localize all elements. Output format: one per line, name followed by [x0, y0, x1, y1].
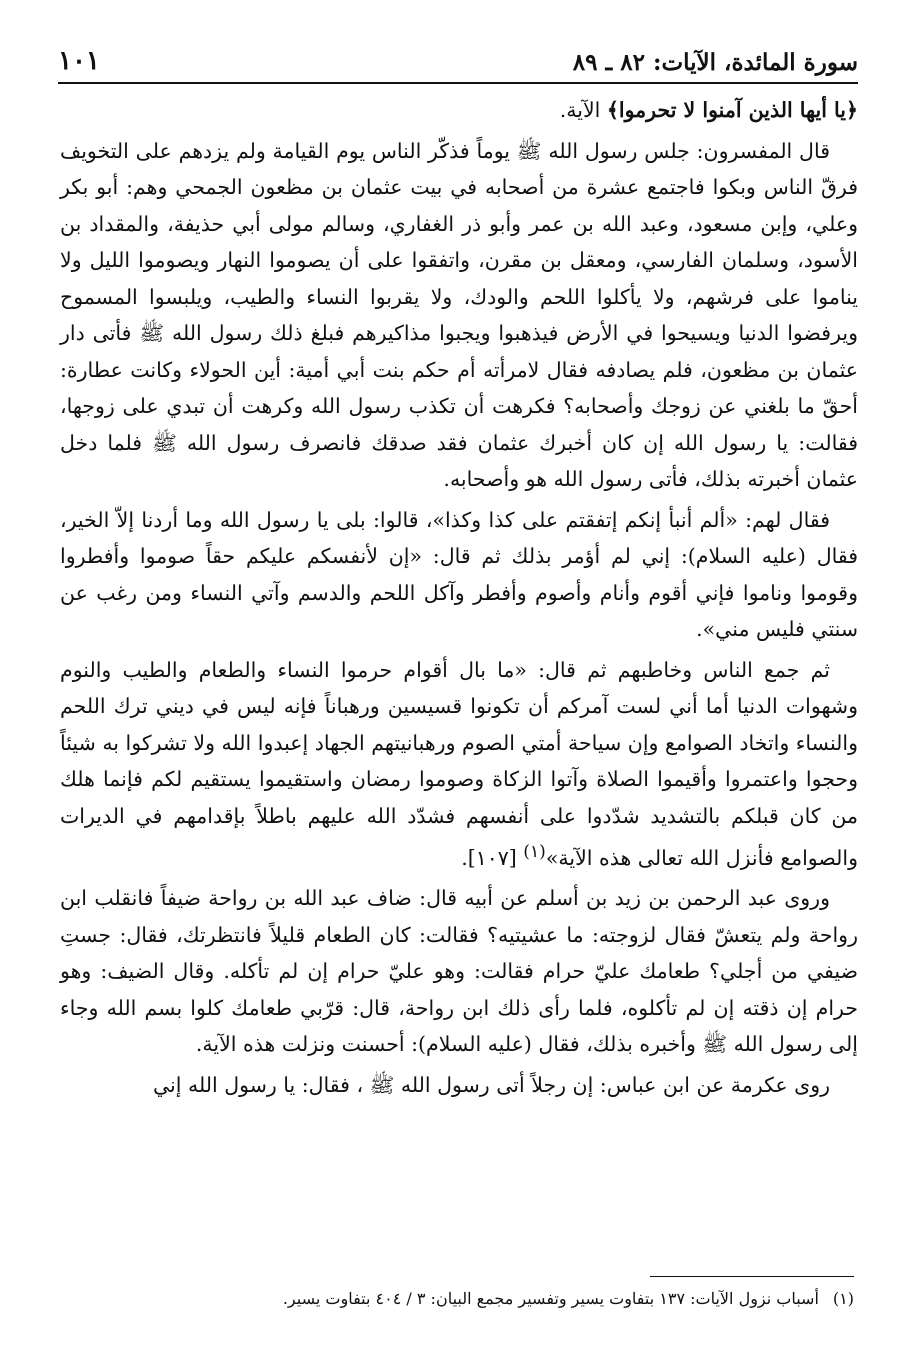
- page-number: ١٠١: [58, 46, 100, 76]
- paragraph-verse-heading: [60, 92, 858, 129]
- paragraph-exegetes: [60, 133, 858, 498]
- footnote-reference[interactable]: (١): [523, 842, 546, 862]
- page-body: [60, 92, 858, 1107]
- footnote-marker: (١): [832, 1289, 854, 1308]
- paragraph-ibn-rawaha: [60, 880, 858, 1063]
- paragraph-ikrima: [60, 1067, 858, 1104]
- paragraph-text: ثم جمع الناس وخاطبهم ثم قال: «ما بال أقوام حرموا النساء والطعام والطيب والنوم وشهوات الدنيا أما أني لست آمركم أن تكونوا قسيسين ورهباناً فإنه ليس في ديني ترك اللحم والنساء واتخاد الصوامع وإن سياحة أمتي الصوم ورهبانيتهم الجهاد إعبدوا الله ولا تشركوا به شيئاً وحجوا واعتمروا وأقيموا الصلاة وآتوا الزكاة وصوموا رمضان واستقيموا يستقيم لكم فإنما هلك من كان قبلكم بالتشديد شدّدوا على أنفسهم فشدّد الله عليهم باطلاً بإقدامهم في الديرات والصوامع فأنزل الله تعالى هذه الآية»: [60, 657, 858, 870]
- header-title: سورة المائدة، الآيات: ٨٢ ـ ٨٩: [572, 49, 858, 76]
- footnote-divider: [650, 1276, 854, 1277]
- footnote-text: أسباب نزول الآيات: ١٣٧ بتفاوت يسير وتفسير مجمع البيان: ٣ / ٤٠٤ بتفاوت يسير.: [282, 1289, 819, 1308]
- paragraph-text: روى عكرمة عن ابن عباس: إن رجلاً أتى رسول الله ﷺ ، فقال: يا رسول الله إني: [152, 1072, 830, 1097]
- paragraph-text: فقال لهم: «ألم أنبأ إنكم إتفقتم على كذا وكذا»، قالوا: بلى يا رسول الله وما أردنا إلاّ الخير، فقال (عليه السلام): إني لم أؤمر بذلك ثم قال: «إن لأنفسكم عليكم حقاً صوموا وأفطروا وقوموا وناموا فإني أقوم وأنام وأصوم وأفطر وآكل اللحم والدسم وآتي النساء ومن رغب عن سنتي فليس مني».: [60, 507, 858, 641]
- paragraph-sermon: [60, 652, 858, 877]
- running-header: [58, 30, 858, 84]
- paragraph-text: قال المفسرون: جلس رسول الله ﷺ يوماً فذكّر الناس يوم القيامة ولم يزدهم على التخويف فرقّ الناس وبكوا فاجتمع عشرة من أصحابه في بيت عثمان بن مظعون الجمحي وهم: أبو بكر وعلي، وإبن مسعود، وعبد الله بن عمر وأبو ذر الغفاري، وسالم مولى أبي حذيفة، والمقداد بن الأسود، وسلمان الفارسي، ومعقل بن مقرن، واتفقوا على أن يصوموا النهار ويصوموا الليل ولا يناموا على فرشهم، ولا يأكلوا اللحم والودك، ولا يقربوا النساء والطيب، ويلبسوا المسموح ويرفضوا الدنيا ويسيحوا في الأرض فيذهبوا ويجبوا مذاكيرهم فبلغ ذلك رسول الله ﷺ فأتى دار عثمان بن مظعون، فلم يصادفه فقال لامرأته أم حكم بنت أبي أمية: أين الحولاء وكانت عطارة: أحقّ ما بلغني عن زوجك وأصحابه؟ فكرهت أن تكذب رسول الله وكرهت أن تبدي على زوجها، فقالت: يا رسول الله إن كان أخبرك عثمان فقد صدقك فانصرف رسول الله ﷺ فلما دخل عثمان أخبرته بذلك، فأتى رسول الله هو وأصحابه.: [60, 138, 858, 491]
- verse-number: [١٠٧].: [461, 845, 524, 870]
- paragraph-text: وروى عبد الرحمن بن زيد بن أسلم عن أبيه قال: ضاف عبد الله بن رواحة ضيفاً فانقلب ابن رواحة ولم يتعشّ فقال لزوجته: ما عشيتيه؟ فقالت: كان الطعام قليلاً فانتظرتك، فقال: جستِ ضيفي من أجلي؟ طعامك عليّ حرام فقالت: وهو عليّ حرام إن لم تأكله. وقال الضيف: وهو حرام إن ذقته إن لم تأكلوه، فلما رأى ذلك ابن رواحة، قال: قرّبي طعامك كلوا بسم الله وجاء إلى رسول الله ﷺ وأخبره بذلك، فقال (عليه السلام): أحسنت ونزلت هذه الآية.: [60, 886, 858, 1057]
- quran-verse: ﴿يا أيها الذين آمنوا لا تحرموا﴾: [606, 98, 858, 122]
- footnote: [60, 1286, 854, 1312]
- paragraph-text: الآية.: [559, 98, 607, 122]
- paragraph-prophet-reply: [60, 502, 858, 648]
